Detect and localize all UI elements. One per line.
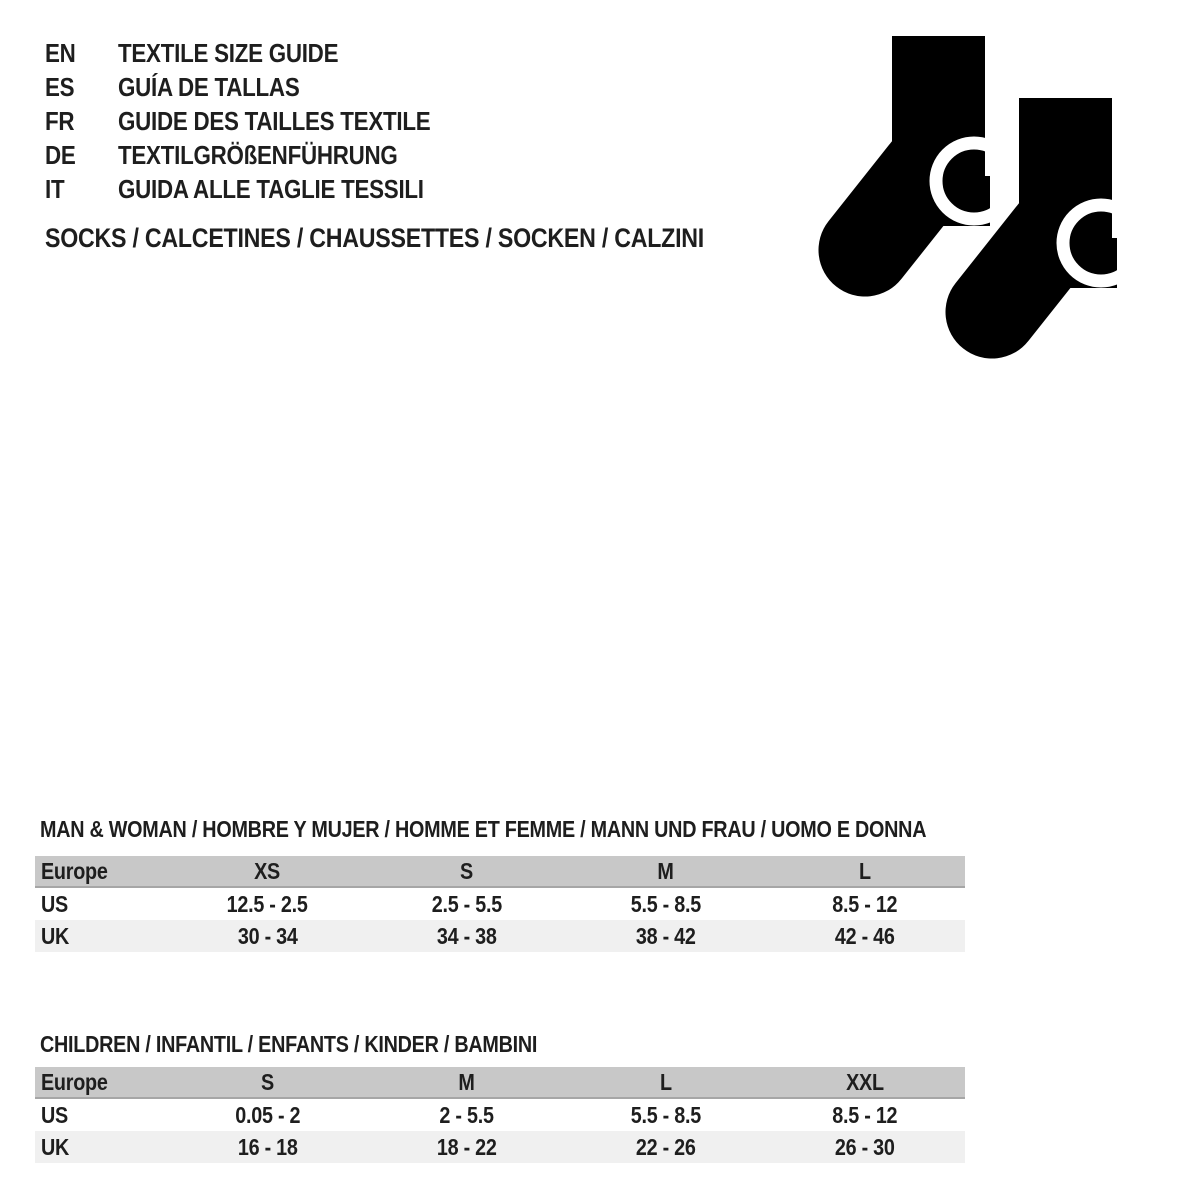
table-header-row (35, 1067, 965, 1098)
row-label: US (41, 1102, 68, 1128)
size-range-cell: 34 - 38 (436, 923, 497, 949)
column-header-size: L (566, 1067, 765, 1098)
size-range-cell: 8.5 - 12 (832, 1102, 898, 1128)
size-table-children (35, 1067, 965, 1163)
size-range-cell: 42 - 46 (835, 923, 895, 949)
language-label: GUÍA DE TALLAS (118, 72, 300, 102)
table-row-uk (35, 920, 965, 952)
size-range-cell: 30 - 34 (237, 923, 298, 949)
table-row-uk (35, 1131, 965, 1163)
sock-left (865, 36, 1012, 250)
section-title-man-woman: MAN & WOMAN / HOMBRE Y MUJER / HOMME ET FEMME / MANN UND FRAU / UOMO E DONNA (40, 816, 927, 842)
size-range-cell: 2 - 5.5 (439, 1102, 494, 1128)
section-title-children: CHILDREN / INFANTIL / ENFANTS / KINDER / BAMBINI (40, 1031, 538, 1057)
row-label: US (41, 891, 68, 917)
column-header-size: S (168, 1067, 367, 1098)
language-code: FR (45, 106, 75, 136)
size-range-cell: 5.5 - 8.5 (630, 1102, 701, 1128)
column-header-size: L (765, 856, 965, 887)
language-label: GUIDE DES TAILLES TEXTILE (118, 106, 431, 136)
language-row-it (45, 172, 481, 206)
language-label: TEXTILE SIZE GUIDE (118, 38, 339, 68)
language-label: GUIDA ALLE TAGLIE TESSILI (118, 174, 424, 204)
row-label: UK (41, 1134, 70, 1160)
column-header-size: S (367, 856, 566, 887)
column-header-size: XS (168, 856, 367, 887)
language-code: DE (45, 140, 76, 170)
table-row-us (35, 1098, 965, 1131)
column-header-size: XXL (765, 1067, 965, 1098)
size-table-man-woman (35, 856, 965, 952)
table-header-row (35, 856, 965, 887)
column-header-region: Europe (35, 856, 168, 887)
size-range-cell: 0.05 - 2 (234, 1102, 301, 1128)
size-range-cell: 8.5 - 12 (832, 891, 898, 917)
category-line: SOCKS / CALCETINES / CHAUSSETTES / SOCKEN / CALZINI (45, 223, 704, 253)
row-label: UK (41, 923, 70, 949)
language-code: ES (45, 72, 75, 102)
size-range-cell: 2.5 - 5.5 (431, 891, 502, 917)
language-row-de (45, 138, 481, 172)
size-range-cell: 5.5 - 8.5 (630, 891, 701, 917)
column-header-size: M (566, 856, 765, 887)
language-row-es (45, 70, 481, 104)
language-row-en (45, 36, 481, 70)
size-range-cell: 12.5 - 2.5 (226, 891, 309, 917)
column-header-size: M (367, 1067, 566, 1098)
size-range-cell: 16 - 18 (237, 1134, 298, 1160)
column-header-region: Europe (35, 1067, 168, 1098)
language-row-fr (45, 104, 481, 138)
language-code: EN (45, 38, 76, 68)
size-range-cell: 38 - 42 (635, 923, 696, 949)
size-range-cell: 18 - 22 (436, 1134, 497, 1160)
size-range-cell: 26 - 30 (835, 1134, 895, 1160)
socks-icon (818, 36, 1138, 366)
language-code: IT (45, 174, 65, 204)
language-label: TEXTILGRÖßENFÜHRUNG (118, 140, 398, 170)
language-title-list (45, 36, 481, 206)
size-range-cell: 22 - 26 (635, 1134, 696, 1160)
table-row-us (35, 887, 965, 920)
sock-right (992, 98, 1138, 312)
